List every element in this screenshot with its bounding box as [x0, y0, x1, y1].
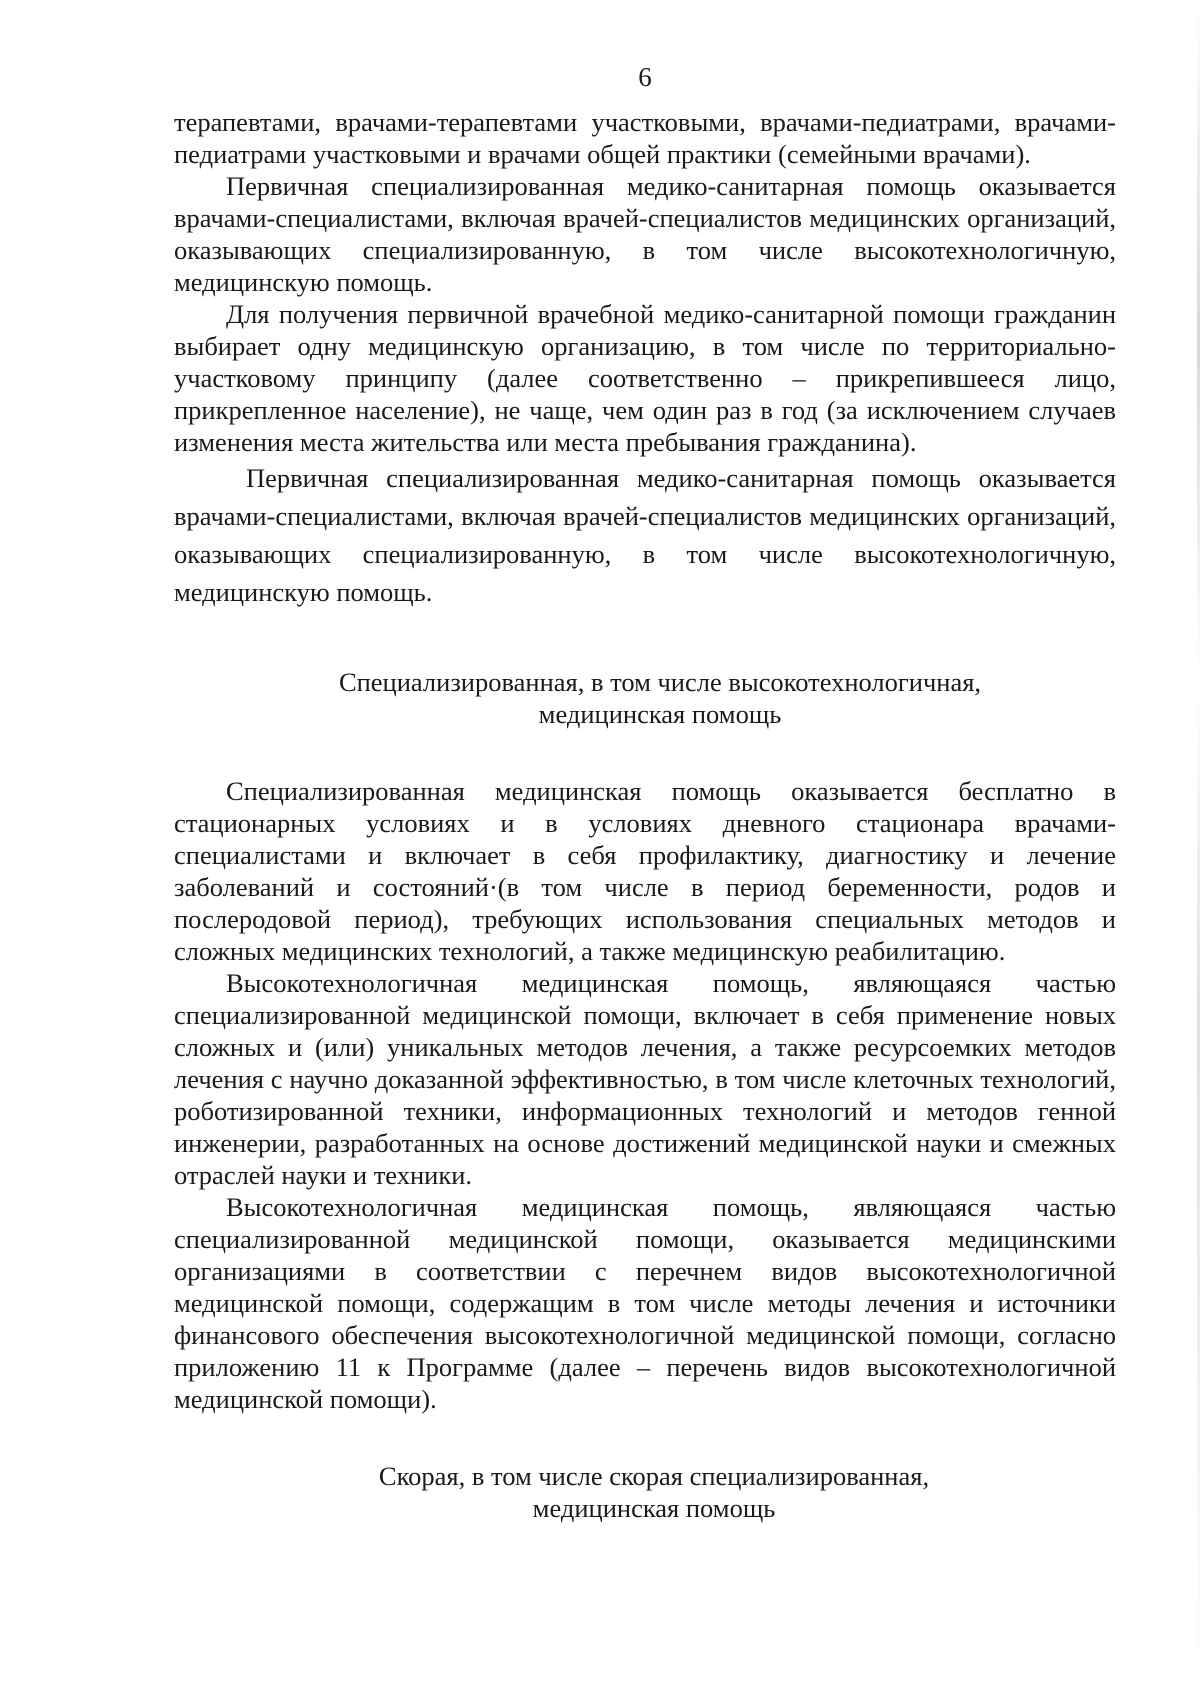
- heading-line: Скорая, в том числе скорая специализированная,: [378, 1461, 930, 1491]
- paragraph: Первичная специализированная медико-санитарная помощь оказывается врачами-специалистами, включая врачей-специалистов медицинских организаций, оказывающих специализированную, в том числе высокотехнологичную, медицинскую помощь.: [174, 463, 1116, 607]
- paragraph: Специализированная медицинская помощь оказывается бесплатно в стационарных условиях и в условиях дневного стационара врачами-специалистами и включает в себя профилактику, диагностику и лечение заболеваний и состояний·(в том числе в период беременности, родов и послеродовой период), требующих использования специальных методов и сложных медицинских технологий, а также медицинскую реабилитацию.: [174, 776, 1116, 966]
- section-heading-emergency: [192, 1460, 1116, 1524]
- document-body: [174, 106, 1116, 1524]
- paragraph-continuation: терапевтами, врачами-терапевтами участковыми, врачами-педиатрами, врачами-педиатрами участковыми и врачами общей практики (семейными врачами).: [174, 107, 1116, 169]
- paragraph: Первичная специализированная медико-санитарная помощь оказывается врачами-специалистами, включая врачей-специалистов медицинских организаций, оказывающих специализированную, в том числе высокотехнологичную, медицинскую помощь.: [174, 171, 1116, 297]
- section-heading-specialized: [204, 666, 1116, 730]
- paragraph: Высокотехнологичная медицинская помощь, являющаяся частью специализированной медицинской помощи, оказывается медицинскими организациями в соответствии с перечнем видов высокотехнологичной медицинской помощи, содержащим в том числе методы лечения и источники финансового обеспечения высокотехнологичной медицинской помощи, согласно приложению 11 к Программе (далее – перечень видов высокотехнологичной медицинской помощи).: [174, 1192, 1116, 1414]
- heading-line: медицинская помощь: [532, 1493, 776, 1523]
- paragraph: Для получения первичной врачебной медико-санитарной помощи гражданин выбирает одну медицинскую организацию, в том числе по территориально-участковому принципу (далее соответственно – прикрепившееся лицо, прикрепленное население), не чаще, чем один раз в год (за исключением случаев изменения места жительства или места пребывания гражданина).: [174, 299, 1116, 457]
- paragraph: Высокотехнологичная медицинская помощь, являющаяся частью специализированной медицинской помощи, включает в себя применение новых сложных и (или) уникальных методов лечения, а также ресурсоемких методов лечения с научно доказанной эффективностью, в том числе клеточных технологий, роботизированной техники, информационных технологий и методов генной инженерии, разработанных на основе достижений медицинской науки и смежных отраслей науки и техники.: [174, 968, 1116, 1190]
- heading-line: Специализированная, в том числе высокотехнологичная,: [338, 667, 982, 697]
- page-number: 6: [638, 62, 652, 92]
- heading-line: медицинская помощь: [538, 699, 782, 729]
